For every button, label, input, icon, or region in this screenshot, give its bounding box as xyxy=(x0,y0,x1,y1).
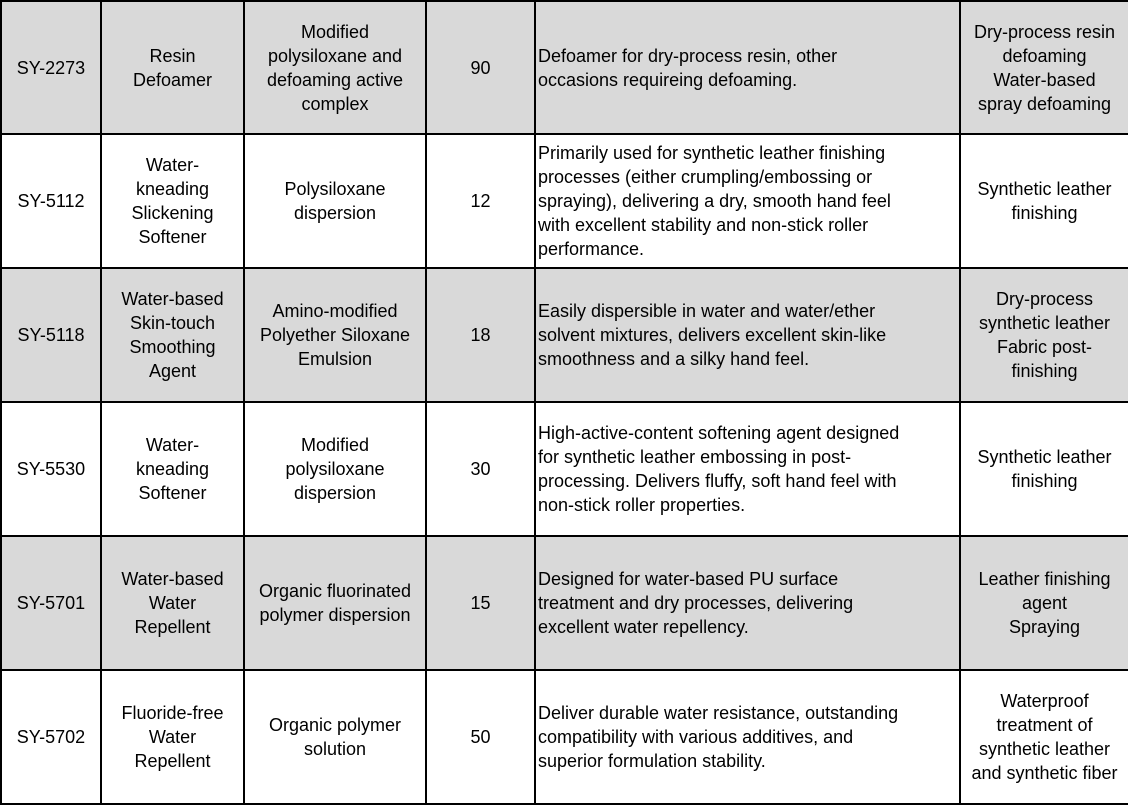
application: Waterproof treatment of synthetic leather and synthetic fiber xyxy=(971,691,1118,783)
table-row xyxy=(1,134,1128,268)
description: Deliver durable water resistance, outstanding compatibility with various additives, and superior formulation stability. xyxy=(538,703,899,771)
product-name-cell xyxy=(101,268,244,402)
product-name-cell xyxy=(101,134,244,268)
description-cell xyxy=(535,670,960,804)
table-row xyxy=(1,402,1128,536)
application-cell xyxy=(960,134,1128,268)
description-cell xyxy=(535,1,960,134)
description: Easily dispersible in water and water/ether solvent mixtures, delivers excellent skin-like smoothness and a silky hand feel. xyxy=(538,301,887,369)
description: Designed for water-based PU surface treatment and dry processes, delivering excellent water repellency. xyxy=(538,569,854,637)
value-cell xyxy=(426,670,535,804)
description: Defoamer for dry-process resin, other occasions requireing defoaming. xyxy=(538,45,838,90)
value-cell xyxy=(426,536,535,670)
description-cell xyxy=(535,268,960,402)
product-code: SY-5112 xyxy=(17,191,85,211)
application: Dry-process synthetic leather Fabric post- finishing xyxy=(978,289,1111,381)
application-cell xyxy=(960,1,1128,134)
value-cell xyxy=(426,134,535,268)
composition: Modified polysiloxane dispersion xyxy=(285,435,385,503)
product-code-cell xyxy=(1,268,101,402)
product-code: SY-2273 xyxy=(16,57,86,78)
value: 30 xyxy=(470,459,491,479)
application: Leather finishing agent Spraying xyxy=(978,569,1111,637)
product-code-cell xyxy=(1,134,101,268)
value-cell xyxy=(426,1,535,134)
product-code: SY-5702 xyxy=(16,727,86,747)
product-code: SY-5530 xyxy=(16,459,86,479)
product-name-cell xyxy=(101,670,244,804)
application: Synthetic leather finishing xyxy=(977,179,1112,223)
description-cell xyxy=(535,134,960,268)
product-name-cell xyxy=(101,402,244,536)
product-name: Resin Defoamer xyxy=(132,45,213,90)
table-row xyxy=(1,536,1128,670)
composition-cell xyxy=(244,536,426,670)
value-cell xyxy=(426,402,535,536)
composition: Organic polymer solution xyxy=(268,715,402,759)
value: 18 xyxy=(470,325,491,345)
product-code-cell xyxy=(1,536,101,670)
description: High-active-content softening agent designed for synthetic leather embossing in post- processing. Delivers fluffy, soft hand feel with non-stick roller properties. xyxy=(538,423,900,515)
product-name: Water- kneading Slickening Softener xyxy=(131,155,214,247)
description-cell xyxy=(535,536,960,670)
composition-cell xyxy=(244,402,426,536)
product-code-cell xyxy=(1,402,101,536)
product-name: Fluoride-free Water Repellent xyxy=(121,703,224,771)
composition: Polysiloxane dispersion xyxy=(284,179,386,223)
product-name: Water-based Skin-touch Smoothing Agent xyxy=(121,289,224,381)
table-row xyxy=(1,1,1128,134)
product-name-cell xyxy=(101,1,244,134)
description: Primarily used for synthetic leather finishing processes (either crumpling/embossing or spraying), delivering a dry, smooth hand feel with excellent stability and non-stick roller performance. xyxy=(538,143,891,259)
application-cell xyxy=(960,268,1128,402)
table-row xyxy=(1,670,1128,804)
composition: Modified polysiloxane and defoaming active complex xyxy=(266,21,404,114)
composition-cell xyxy=(244,134,426,268)
application: Dry-process resin defoaming Water-based spray defoaming xyxy=(973,21,1116,114)
composition-cell xyxy=(244,670,426,804)
value: 12 xyxy=(470,191,491,211)
description-cell xyxy=(535,402,960,536)
product-name: Water-based Water Repellent xyxy=(121,569,224,637)
application-cell xyxy=(960,670,1128,804)
table-row xyxy=(1,268,1128,402)
product-code-cell xyxy=(1,670,101,804)
value-cell xyxy=(426,268,535,402)
composition-cell xyxy=(244,1,426,134)
product-code: SY-5118 xyxy=(17,325,85,345)
product-code-cell xyxy=(1,1,101,134)
product-code: SY-5701 xyxy=(16,593,86,613)
value: 15 xyxy=(470,593,491,613)
application: Synthetic leather finishing xyxy=(977,447,1112,491)
application-cell xyxy=(960,536,1128,670)
composition: Organic fluorinated polymer dispersion xyxy=(258,581,412,625)
application-cell xyxy=(960,402,1128,536)
product-name-cell xyxy=(101,536,244,670)
product-name: Water- kneading Softener xyxy=(135,435,210,503)
value: 50 xyxy=(470,727,491,747)
composition-cell xyxy=(244,268,426,402)
composition: Amino-modified Polyether Siloxane Emulsion xyxy=(259,301,411,369)
value: 90 xyxy=(470,57,491,78)
